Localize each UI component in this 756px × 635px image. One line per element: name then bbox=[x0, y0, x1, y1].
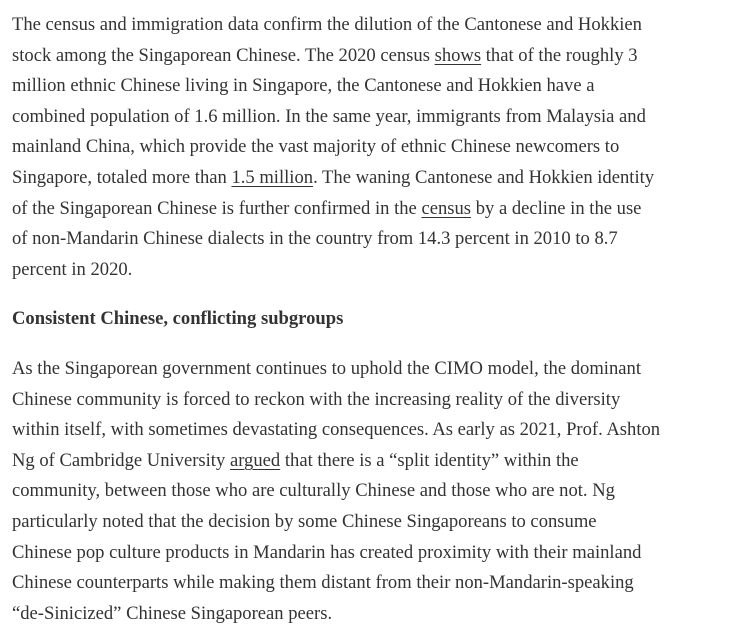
text-line: particularly noted that the decision by some Chinese Singaporeans to consume bbox=[12, 510, 597, 532]
paragraph-census-data bbox=[12, 10, 752, 285]
text-line: million ethnic Chinese living in Singapore, the Cantonese and Hokkien have a bbox=[12, 75, 595, 97]
text-line: within itself, with sometimes devastating consequences. As early as 2021, Prof. Ashton bbox=[12, 419, 661, 441]
text-line bbox=[12, 41, 752, 72]
text-line: mainland China, which provide the vast majority of ethnic Chinese newcomers to bbox=[12, 136, 620, 158]
shows-link[interactable]: shows bbox=[434, 44, 482, 66]
million-link[interactable]: 1.5 million bbox=[231, 166, 314, 188]
text-segment: . The waning Cantonese and Hokkien identity bbox=[313, 166, 655, 188]
text-segment: that there is a “split identity” within the bbox=[280, 449, 579, 471]
text-line: Chinese counterparts while making them distant from their non-Mandarin-speaking bbox=[12, 572, 634, 594]
text-segment: Ng of Cambridge University bbox=[12, 449, 230, 471]
text-line: Chinese community is forced to reckon with the increasing reality of the diversity bbox=[12, 388, 621, 410]
text-line: “de-Sinicized” Chinese Singaporean peers. bbox=[12, 602, 333, 624]
text-segment: by a decline in the use bbox=[471, 197, 642, 219]
text-segment: Singapore, totaled more than bbox=[12, 166, 232, 188]
text-line: combined population of 1.6 million. In the same year, immigrants from Malaysia and bbox=[12, 105, 646, 127]
text-line: community, between those who are culturally Chinese and those who are not. Ng bbox=[12, 480, 615, 502]
text-line: As the Singaporean government continues to uphold the CIMO model, the dominant bbox=[12, 358, 641, 379]
text-line bbox=[12, 446, 660, 477]
text-line: of non-Mandarin Chinese dialects in the country from 14.3 percent in 2010 to 8.7 bbox=[12, 228, 618, 250]
text-segment: of the Singaporean Chinese is further confirmed in the bbox=[12, 197, 422, 219]
census-link[interactable]: census bbox=[421, 197, 472, 219]
text-line: percent in 2020. bbox=[12, 258, 133, 280]
section-heading: Consistent Chinese, conflicting subgroups bbox=[12, 308, 344, 329]
text-line bbox=[12, 163, 752, 194]
article-body bbox=[12, 10, 752, 624]
text-line bbox=[12, 194, 752, 225]
argued-link[interactable]: argued bbox=[229, 449, 281, 471]
text-segment: that of the roughly 3 bbox=[481, 44, 638, 66]
paragraph-split-identity bbox=[12, 354, 660, 629]
text-line: Chinese pop culture products in Mandarin has created proximity with their mainland bbox=[12, 541, 642, 563]
text-segment: stock among the Singaporean Chinese. The 2020 census bbox=[12, 44, 435, 66]
text-line: The census and immigration data confirm the dilution of the Cantonese and Hokkien bbox=[12, 14, 642, 35]
